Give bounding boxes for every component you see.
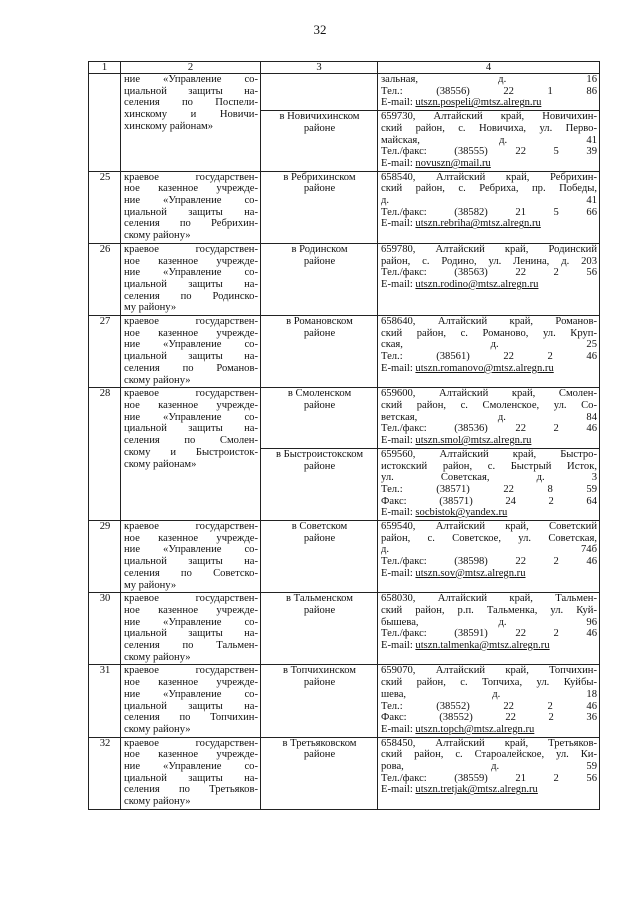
text-line: ние «Управление со- [124, 544, 258, 556]
row-number: 29 [89, 521, 121, 593]
address-line: ский район, р.п. Тальменка, ул. Куй- [381, 604, 597, 616]
email-address: utszn.smol@mtsz.alregn.ru [415, 435, 532, 447]
address-line: ул. Советская, д. 3 [381, 472, 597, 484]
table-header-row [89, 62, 600, 74]
table-row [89, 171, 600, 243]
address-line: 658450, Алтайский край, Третьяков- [381, 737, 597, 749]
email-address: utszn.talmenka@mtsz.alregn.ru [415, 640, 550, 652]
address-line: E-mail: utszn.sov@mtsz.alregn.ru [381, 567, 526, 579]
address-line: Тел.: (38552) 22 2 46 [381, 700, 597, 712]
text-line: районе [303, 255, 336, 267]
address-line: Тел./факс: (38536) 22 2 46 [381, 423, 597, 435]
text-line: циальной защиты на- [124, 556, 258, 568]
text-line: краевое государствен- [124, 388, 258, 400]
office-address [378, 737, 600, 809]
text-line: районе [303, 749, 336, 761]
address-line: Факс: (38571) 24 2 64 [381, 495, 597, 507]
address-line: Тел.: (38561) 22 2 46 [381, 351, 597, 363]
column-header-3: 3 [261, 62, 378, 74]
office-address [378, 171, 600, 243]
address-line: E-mail: utszn.pospeli@mtsz.alregn.ru [381, 97, 542, 109]
institution-name [121, 665, 261, 737]
address-line: ский район, с. Староалейское, ул. Ки- [381, 749, 597, 761]
text-line: селения по Смолен- [124, 435, 258, 447]
text-line: краевое государствен- [124, 521, 258, 533]
institution-name [121, 593, 261, 665]
text-line: ное казенное учрежде- [124, 532, 258, 544]
text-line: хинскому районам» [124, 120, 214, 132]
address-line: 659780, Алтайский край, Родинский [381, 243, 597, 255]
text-line: районе [303, 532, 336, 544]
text-line: циальной защиты на- [124, 423, 258, 435]
text-line: скому и Быстроисток- [124, 446, 258, 458]
row-number: 26 [89, 243, 121, 315]
text-line: циальной защиты на- [124, 628, 258, 640]
office-address [378, 243, 600, 315]
page-number: 32 [313, 22, 327, 37]
text-line: циальной защиты на- [124, 351, 258, 363]
address-line: ский район, с. Романово, ул. Круп- [381, 327, 597, 339]
office-address [378, 448, 600, 520]
address-line: ский район, с. Ребриха, пр. Победы, [381, 183, 597, 195]
text-line: краевое государствен- [124, 737, 258, 749]
column-header-2: 2 [121, 62, 261, 74]
institution-name [121, 243, 261, 315]
text-line: в Ребрихинском [283, 171, 356, 183]
address-line: шева, д. 18 [381, 688, 597, 700]
address-line: ский район, с. Смоленское, ул. Со- [381, 399, 597, 411]
text-line: в Романовском [286, 316, 353, 328]
email-address: utszn.rebriha@mtsz.alregn.ru [415, 218, 541, 230]
text-line: ное казенное учрежде- [124, 183, 258, 195]
address-line: E-mail: utszn.topch@mtsz.alregn.ru [381, 723, 535, 735]
text-line: районе [303, 399, 336, 411]
address-line: район, с. Советское, ул. Советская, [381, 532, 597, 544]
text-line: ное казенное учрежде- [124, 399, 258, 411]
address-line: E-mail: utszn.rebriha@mtsz.alregn.ru [381, 218, 541, 230]
address-line: 659600, Алтайский край, Смолен- [381, 388, 597, 400]
text-line: ние «Управление со- [124, 195, 258, 207]
text-line: в Смоленском [287, 388, 352, 400]
office-address [378, 593, 600, 665]
text-line: селения по Третьяков- [124, 784, 258, 796]
text-line: ние «Управление со- [124, 688, 258, 700]
address-line: майская, д. 41 [381, 134, 597, 146]
text-line: районе [303, 327, 336, 339]
office-address [378, 665, 600, 737]
text-line: в Советском [291, 521, 348, 533]
address-line: д. 74б [381, 544, 597, 556]
text-line: хинскому и Новичи- [124, 109, 258, 121]
email-address: utszn.tretjak@mtsz.alregn.ru [415, 784, 538, 796]
text-line: селения по Романов- [124, 362, 258, 374]
address-line: 659730, Алтайский край, Новичихин- [381, 111, 597, 123]
institution-name [121, 388, 261, 521]
table-row [89, 737, 600, 809]
row-number: 28 [89, 388, 121, 521]
institution-name [121, 316, 261, 388]
address-line: 658540, Алтайский край, Ребрихин- [381, 171, 597, 183]
address-line: Тел./факс: (38582) 21 5 66 [381, 206, 597, 218]
text-line: районе [303, 677, 336, 689]
email-address: socbistok@yandex.ru [415, 507, 508, 519]
email-address: utszn.topch@mtsz.alregn.ru [415, 723, 535, 735]
address-line: ветская, д. 84 [381, 411, 597, 423]
email-address: utszn.pospeli@mtsz.alregn.ru [415, 97, 542, 109]
text-line: селения по Ребрихин- [124, 218, 258, 230]
text-line: в Топчихинском [282, 665, 357, 677]
text-line: скому району» [124, 230, 191, 242]
address-line: Тел./факс: (38591) 22 2 46 [381, 628, 597, 640]
text-line: му району» [124, 302, 177, 314]
text-line: циальной защиты на- [124, 700, 258, 712]
table-row [89, 521, 600, 593]
district-name [261, 74, 378, 111]
text-line: скому районам» [124, 458, 197, 470]
address-line: рова, д. 59 [381, 761, 597, 773]
address-line: ский район, с. Топчиха, ул. Куйбы- [381, 677, 597, 689]
office-address [378, 521, 600, 593]
text-line: циальной защиты на- [124, 772, 258, 784]
address-line: E-mail: novuszn@mail.ru [381, 157, 491, 169]
text-line: циальной защиты на- [124, 278, 258, 290]
text-line: краевое государствен- [124, 171, 258, 183]
address-line: 659540, Алтайский край, Советский [381, 521, 597, 533]
table-row [89, 74, 600, 111]
email-address: novuszn@mail.ru [415, 157, 491, 169]
address-line: район, с. Родино, ул. Ленина, д. 203 [381, 255, 597, 267]
institution-name [121, 171, 261, 243]
district-name [261, 111, 378, 172]
text-line: районе [303, 183, 336, 195]
address-line: Факс: (38552) 22 2 36 [381, 712, 597, 724]
office-address [378, 74, 600, 111]
text-line: селения по Родинско- [124, 290, 258, 302]
address-line: 659560, Алтайский край, Быстро- [381, 448, 597, 460]
district-name [261, 388, 378, 449]
row-number: 31 [89, 665, 121, 737]
row-number: 30 [89, 593, 121, 665]
table-row [89, 316, 600, 388]
text-line: ние «Управление со- [124, 411, 258, 423]
address-line: ский район, с. Новичиха, ул. Перво- [381, 122, 597, 134]
institution-name [121, 74, 261, 172]
district-name [261, 243, 378, 315]
text-line: в Третьяковском [282, 737, 357, 749]
address-line: Тел./факс: (38559) 21 2 56 [381, 772, 597, 784]
district-name [261, 737, 378, 809]
district-name [261, 448, 378, 520]
text-line: ние «Управление со- [124, 616, 258, 628]
address-line: E-mail: utszn.tretjak@mtsz.alregn.ru [381, 784, 538, 796]
text-line: ное казенное учрежде- [124, 749, 258, 761]
address-line: ская, д. 25 [381, 339, 597, 351]
district-name [261, 171, 378, 243]
text-line: ние «Управление со- [124, 761, 258, 773]
address-line: истокский район, с. Быстрый Исток, [381, 460, 597, 472]
institutions-table [88, 61, 600, 810]
address-line: 658030, Алтайский край, Тальмен- [381, 593, 597, 605]
text-line: ние «Управление со- [124, 74, 258, 85]
address-line: бышева, д. 96 [381, 616, 597, 628]
text-line: краевое государствен- [124, 243, 258, 255]
text-line: краевое государствен- [124, 593, 258, 605]
address-line: Тел./факс: (38598) 22 2 46 [381, 556, 597, 568]
text-line: в Новичихинском [279, 111, 360, 123]
district-name [261, 665, 378, 737]
text-line: ние «Управление со- [124, 339, 258, 351]
text-line: ное казенное учрежде- [124, 604, 258, 616]
district-name [261, 521, 378, 593]
text-line: скому району» [124, 374, 191, 386]
text-line: скому району» [124, 651, 191, 663]
text-line: краевое государствен- [124, 665, 258, 677]
address-line: Тел./факс: (38563) 22 2 56 [381, 267, 597, 279]
address-line: 658640, Алтайский край, Романов- [381, 316, 597, 328]
text-line: циальной защиты на- [124, 85, 258, 97]
email-address: utszn.romanovo@mtsz.alregn.ru [415, 362, 554, 374]
row-number: 27 [89, 316, 121, 388]
table-row [89, 388, 600, 449]
row-number [89, 74, 121, 172]
address-line: E-mail: utszn.smol@mtsz.alregn.ru [381, 435, 532, 447]
table-row [89, 243, 600, 315]
text-line: ние «Управление со- [124, 267, 258, 279]
address-line: д. 41 [381, 195, 597, 207]
address-line: E-mail: utszn.talmenka@mtsz.alregn.ru [381, 640, 550, 652]
text-line: ное казенное учрежде- [124, 327, 258, 339]
text-line: в Родинском [291, 243, 348, 255]
text-line: в Быстроистокском [275, 448, 364, 460]
row-number: 32 [89, 737, 121, 809]
text-line: селения по Топчихин- [124, 712, 258, 724]
text-line: му району» [124, 579, 177, 591]
email-address: utszn.sov@mtsz.alregn.ru [415, 567, 526, 579]
text-line: краевое государствен- [124, 316, 258, 328]
address-line: 659070, Алтайский край, Топчихин- [381, 665, 597, 677]
email-address: utszn.rodino@mtsz.alregn.ru [415, 278, 539, 290]
address-line: Тел./факс: (38555) 22 5 39 [381, 146, 597, 158]
address-line: Тел.: (38571) 22 8 59 [381, 483, 597, 495]
district-name [261, 316, 378, 388]
text-line: селения по Поспели- [124, 97, 258, 109]
text-line: скому району» [124, 723, 191, 735]
office-address [378, 316, 600, 388]
address-line: зальная, д. 16 [381, 74, 597, 85]
text-line: в Тальменском [286, 593, 353, 605]
address-line: E-mail: utszn.rodino@mtsz.alregn.ru [381, 278, 539, 290]
text-line: ное казенное учрежде- [124, 677, 258, 689]
text-line: ное казенное учрежде- [124, 255, 258, 267]
text-line: селения по Советско- [124, 567, 258, 579]
address-line: E-mail: utszn.romanovo@mtsz.alregn.ru [381, 362, 554, 374]
table-body [89, 62, 600, 810]
district-name [261, 593, 378, 665]
address-line: Тел.: (38556) 22 1 86 [381, 85, 597, 97]
text-line: районе [303, 460, 336, 472]
table-row [89, 665, 600, 737]
office-address [378, 388, 600, 449]
text-line: циальной защиты на- [124, 206, 258, 218]
text-line: скому району» [124, 796, 191, 808]
institution-name [121, 737, 261, 809]
column-header-4: 4 [378, 62, 600, 74]
text-line: районе [303, 604, 336, 616]
address-line: E-mail: socbistok@yandex.ru [381, 507, 508, 519]
text-line: селения по Тальмен- [124, 640, 258, 652]
table-row [89, 593, 600, 665]
column-header-1: 1 [89, 62, 121, 74]
row-number: 25 [89, 171, 121, 243]
text-line: районе [303, 122, 336, 134]
institution-name [121, 521, 261, 593]
office-address [378, 111, 600, 172]
